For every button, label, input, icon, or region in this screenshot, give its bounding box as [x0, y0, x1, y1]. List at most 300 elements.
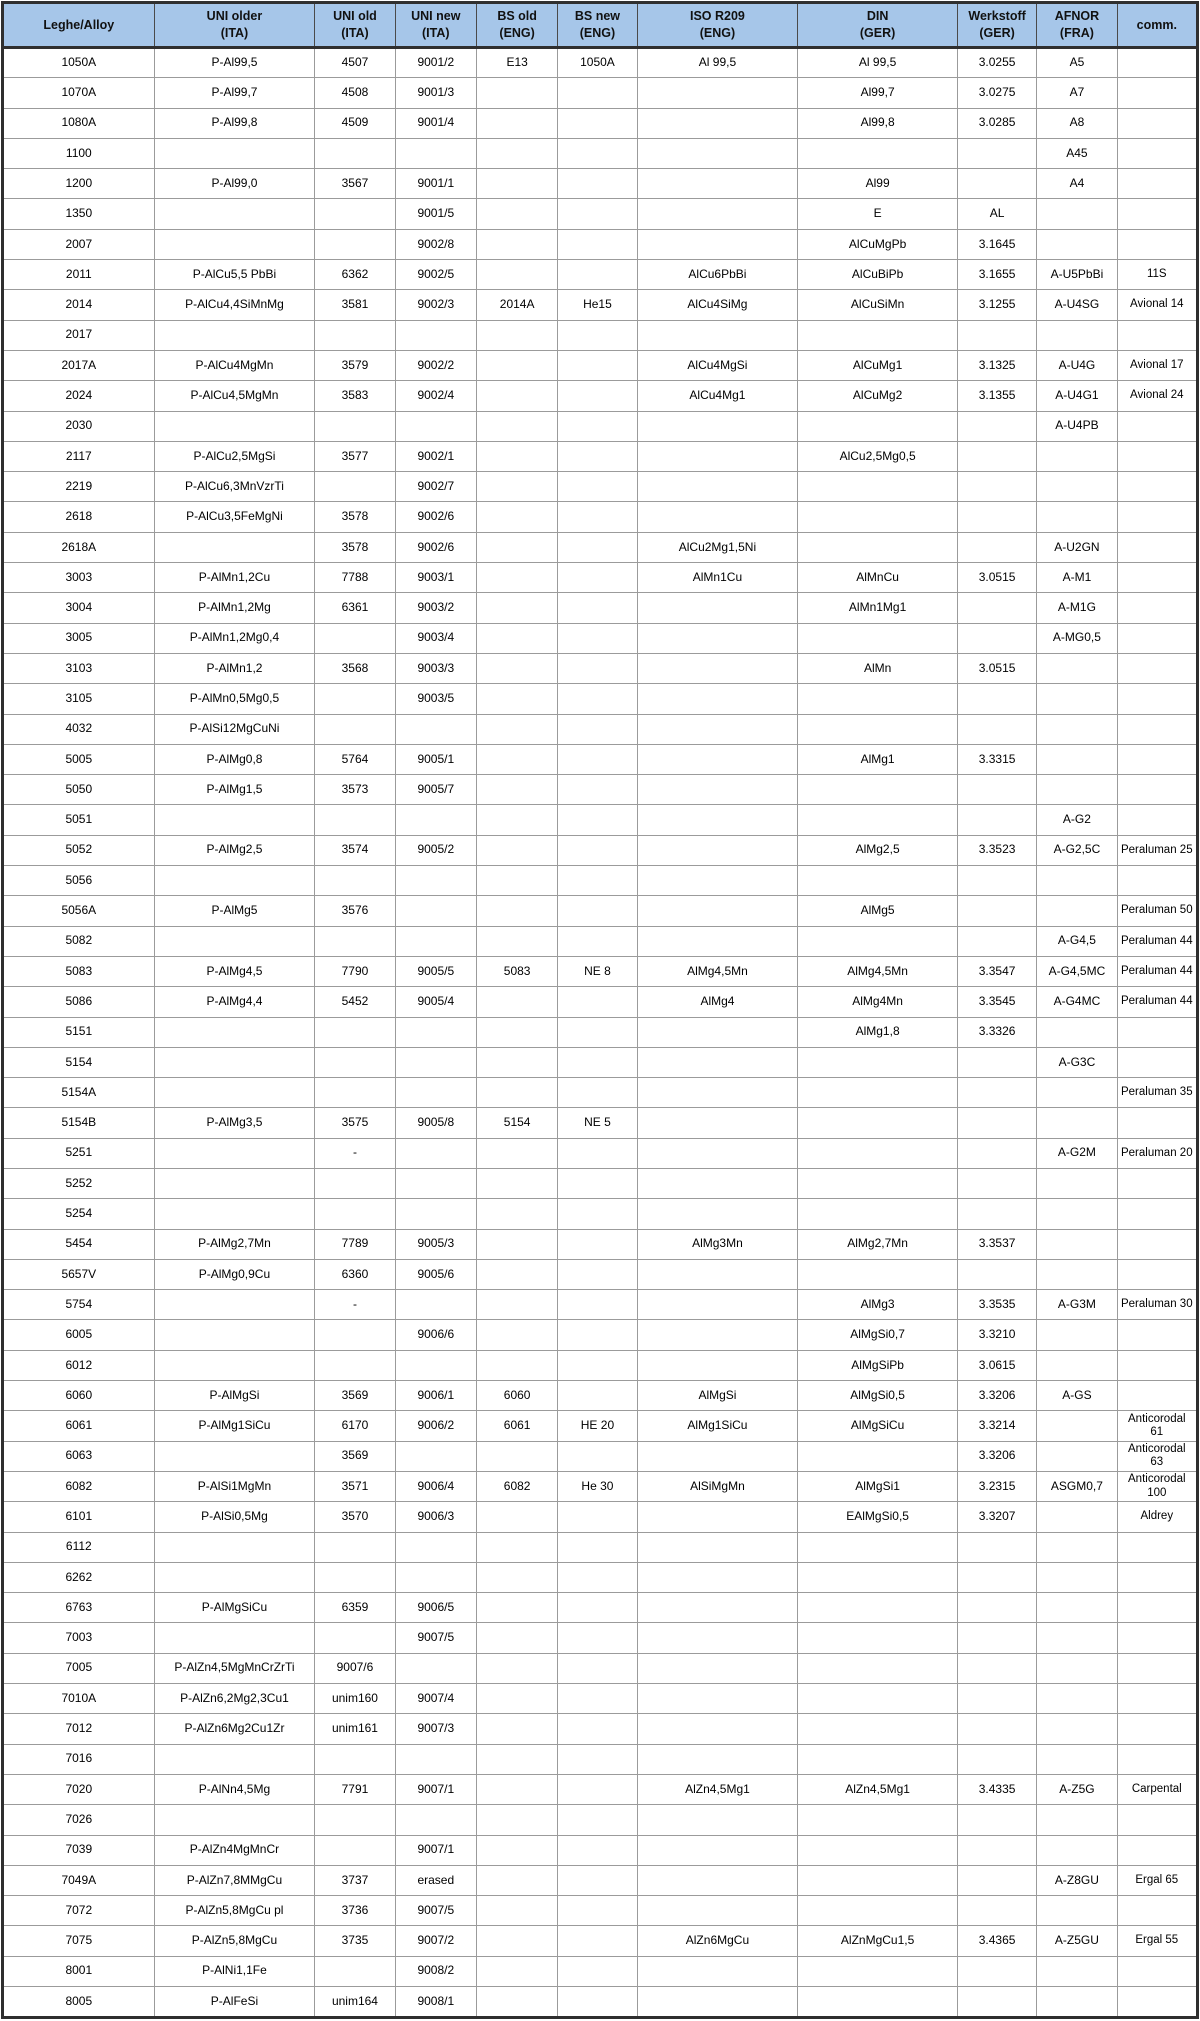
- table-cell: [1117, 1168, 1197, 1198]
- table-cell: [637, 411, 798, 441]
- table-cell: 9005/2: [395, 835, 476, 865]
- table-cell: [558, 1290, 637, 1320]
- table-row-2014: [3, 290, 1198, 320]
- table-cell: [476, 805, 557, 835]
- table-cell: 9008/2: [395, 1956, 476, 1986]
- table-cell: [637, 714, 798, 744]
- table-cell: [154, 1320, 315, 1350]
- table-cell: [1117, 805, 1197, 835]
- table-cell: 2117: [3, 441, 155, 471]
- table-cell: [957, 532, 1036, 562]
- table-cell: [558, 1532, 637, 1562]
- table-cell: P-AlMgSi: [154, 1381, 315, 1411]
- table-cell: [798, 1684, 958, 1714]
- table-cell: [476, 1350, 557, 1380]
- table-cell: 9002/8: [395, 229, 476, 259]
- table-cell: [315, 1199, 395, 1229]
- table-cell: [558, 472, 637, 502]
- table-cell: 4507: [315, 48, 395, 78]
- table-cell: [1037, 1987, 1117, 2018]
- table-cell: [476, 1684, 557, 1714]
- table-cell: [154, 1047, 315, 1077]
- table-cell: [558, 1896, 637, 1926]
- table-cell: [476, 987, 557, 1017]
- table-cell: AlMg1,8: [798, 1017, 958, 1047]
- table-cell: [558, 1835, 637, 1865]
- table-cell: [637, 1653, 798, 1683]
- table-cell: 5657V: [3, 1259, 155, 1289]
- table-cell: [154, 1078, 315, 1108]
- table-cell: [798, 1805, 958, 1835]
- table-cell: [476, 1078, 557, 1108]
- table-cell: [957, 169, 1036, 199]
- table-cell: NE 5: [558, 1108, 637, 1138]
- table-cell: A8: [1037, 108, 1117, 138]
- table-cell: A45: [1037, 138, 1117, 168]
- table-cell: 9001/2: [395, 48, 476, 78]
- column-header-line1: DIN: [866, 9, 889, 24]
- table-row-2117: [3, 441, 1198, 471]
- table-cell: 2618A: [3, 532, 155, 562]
- table-cell: A-U4G1: [1037, 381, 1117, 411]
- table-cell: [558, 775, 637, 805]
- table-cell: 3568: [315, 653, 395, 683]
- table-cell: [637, 866, 798, 896]
- table-cell: AlMn1Cu: [637, 563, 798, 593]
- table-row-5454: [3, 1229, 1198, 1259]
- table-cell: 5154A: [3, 1078, 155, 1108]
- table-row-7026: [3, 1805, 1198, 1835]
- table-cell: Peraluman 25: [1117, 835, 1197, 865]
- table-cell: A-M1: [1037, 563, 1117, 593]
- table-cell: [1117, 623, 1197, 653]
- table-cell: P-AlMg0,9Cu: [154, 1259, 315, 1289]
- table-row-6262: [3, 1562, 1198, 1592]
- table-cell: [476, 1653, 557, 1683]
- table-row-6005: [3, 1320, 1198, 1350]
- column-header-uni-new: [395, 3, 476, 48]
- table-cell: 3569: [315, 1381, 395, 1411]
- table-cell: [476, 138, 557, 168]
- table-row-6101: [3, 1502, 1198, 1532]
- table-cell: 3571: [315, 1471, 395, 1501]
- table-cell: Peraluman 44: [1117, 956, 1197, 986]
- table-cell: AlMg5: [798, 896, 958, 926]
- table-cell: [798, 1744, 958, 1774]
- table-cell: [558, 1562, 637, 1592]
- table-cell: [395, 1017, 476, 1047]
- table-cell: [798, 1259, 958, 1289]
- table-cell: [558, 835, 637, 865]
- table-cell: [1117, 1835, 1197, 1865]
- table-cell: [395, 1805, 476, 1835]
- table-cell: [476, 1714, 557, 1744]
- table-cell: 9003/2: [395, 593, 476, 623]
- table-cell: [1037, 320, 1117, 350]
- table-cell: erased: [395, 1865, 476, 1895]
- table-cell: [476, 381, 557, 411]
- table-cell: [476, 502, 557, 532]
- table-cell: 6005: [3, 1320, 155, 1350]
- table-cell: [395, 926, 476, 956]
- table-cell: [315, 1623, 395, 1653]
- table-row-1080A: [3, 108, 1198, 138]
- table-cell: [1037, 866, 1117, 896]
- table-cell: [154, 320, 315, 350]
- table-cell: [957, 775, 1036, 805]
- table-cell: P-AlCu4MgMn: [154, 350, 315, 380]
- table-row-7072: [3, 1896, 1198, 1926]
- column-header-din: [798, 3, 958, 48]
- table-cell: AlMg1: [798, 744, 958, 774]
- table-cell: [1117, 1229, 1197, 1259]
- table-cell: P-Al99,0: [154, 169, 315, 199]
- table-cell: 5754: [3, 1290, 155, 1320]
- table-cell: [395, 714, 476, 744]
- table-cell: [957, 1623, 1036, 1653]
- column-header-leghe-alloy: [3, 3, 155, 48]
- table-cell: AlMn1Mg1: [798, 593, 958, 623]
- table-cell: [558, 169, 637, 199]
- table-cell: [1037, 1653, 1117, 1683]
- table-cell: [1117, 744, 1197, 774]
- table-cell: 3.3206: [957, 1441, 1036, 1471]
- table-cell: [395, 1441, 476, 1471]
- table-cell: [395, 1138, 476, 1168]
- table-cell: [154, 866, 315, 896]
- table-cell: 1200: [3, 169, 155, 199]
- header-row: [3, 3, 1198, 48]
- table-cell: 9005/4: [395, 987, 476, 1017]
- table-cell: [1117, 472, 1197, 502]
- table-cell: 3.3206: [957, 1381, 1036, 1411]
- table-cell: 7791: [315, 1774, 395, 1804]
- table-cell: NE 8: [558, 956, 637, 986]
- table-cell: [957, 593, 1036, 623]
- table-cell: 6170: [315, 1411, 395, 1441]
- table-cell: 5154: [476, 1108, 557, 1138]
- table-cell: [1037, 1350, 1117, 1380]
- table-cell: [558, 1381, 637, 1411]
- table-cell: 3573: [315, 775, 395, 805]
- table-row-5052: [3, 835, 1198, 865]
- table-cell: [315, 1078, 395, 1108]
- table-cell: [637, 1078, 798, 1108]
- table-cell: [558, 350, 637, 380]
- table-cell: [476, 108, 557, 138]
- table-cell: [1117, 532, 1197, 562]
- table-cell: [1037, 714, 1117, 744]
- table-cell: [395, 1047, 476, 1077]
- table-cell: [798, 926, 958, 956]
- alloy-table-container: [1, 1, 1199, 2019]
- column-header-uni-old: [315, 3, 395, 48]
- table-cell: [1117, 108, 1197, 138]
- table-cell: A7: [1037, 78, 1117, 108]
- table-cell: [957, 684, 1036, 714]
- table-cell: [476, 1138, 557, 1168]
- column-header-line1: comm.: [1136, 17, 1177, 32]
- table-cell: [476, 1047, 557, 1077]
- table-row-5005: [3, 744, 1198, 774]
- table-cell: AlCuMg1: [798, 350, 958, 380]
- table-cell: 3004: [3, 593, 155, 623]
- table-cell: [476, 593, 557, 623]
- table-cell: [395, 1168, 476, 1198]
- table-cell: [957, 1805, 1036, 1835]
- table-cell: [637, 684, 798, 714]
- table-cell: P-AlNn4,5Mg: [154, 1774, 315, 1804]
- table-cell: 6362: [315, 260, 395, 290]
- table-cell: Anticorodal 61: [1117, 1411, 1197, 1441]
- table-cell: 11S: [1117, 260, 1197, 290]
- table-cell: 3.3326: [957, 1017, 1036, 1047]
- table-cell: 3.0615: [957, 1350, 1036, 1380]
- table-cell: [637, 1502, 798, 1532]
- table-cell: [637, 169, 798, 199]
- table-cell: [154, 1532, 315, 1562]
- table-cell: P-AlSi12MgCuNi: [154, 714, 315, 744]
- table-cell: Peraluman 35: [1117, 1078, 1197, 1108]
- table-cell: [637, 1047, 798, 1077]
- table-cell: 5083: [476, 956, 557, 986]
- table-cell: [476, 744, 557, 774]
- table-row-7020: [3, 1774, 1198, 1804]
- table-cell: P-AlZn4MgMnCr: [154, 1835, 315, 1865]
- table-cell: 9006/1: [395, 1381, 476, 1411]
- table-cell: 3567: [315, 169, 395, 199]
- table-cell: [154, 1805, 315, 1835]
- table-cell: [476, 441, 557, 471]
- table-cell: [957, 441, 1036, 471]
- table-cell: [798, 866, 958, 896]
- table-cell: P-AlMn1,2Mg: [154, 593, 315, 623]
- table-cell: [1037, 441, 1117, 471]
- table-cell: [476, 653, 557, 683]
- table-cell: [1037, 1108, 1117, 1138]
- table-cell: 6060: [476, 1381, 557, 1411]
- table-cell: AlMn: [798, 653, 958, 683]
- table-cell: P-AlFeSi: [154, 1987, 315, 2018]
- table-cell: [1037, 896, 1117, 926]
- table-cell: AlMg2,7Mn: [798, 1229, 958, 1259]
- table-cell: A-U2GN: [1037, 532, 1117, 562]
- table-cell: [154, 411, 315, 441]
- table-cell: [1117, 1108, 1197, 1138]
- table-cell: [637, 108, 798, 138]
- table-cell: 9005/5: [395, 956, 476, 986]
- table-cell: 9006/2: [395, 1411, 476, 1441]
- table-cell: [637, 1714, 798, 1744]
- table-cell: 8005: [3, 1987, 155, 2018]
- table-cell: [395, 138, 476, 168]
- table-cell: 6763: [3, 1593, 155, 1623]
- table-cell: [798, 502, 958, 532]
- table-cell: [1117, 502, 1197, 532]
- table-cell: [476, 1290, 557, 1320]
- table-row-7005: [3, 1653, 1198, 1683]
- table-cell: 6360: [315, 1259, 395, 1289]
- table-cell: AlZn6MgCu: [637, 1926, 798, 1956]
- table-cell: A4: [1037, 169, 1117, 199]
- table-cell: A-G4,5: [1037, 926, 1117, 956]
- table-row-5151: [3, 1017, 1198, 1047]
- table-cell: 2030: [3, 411, 155, 441]
- table-cell: AlMnCu: [798, 563, 958, 593]
- table-cell: [637, 1320, 798, 1350]
- table-cell: 5083: [3, 956, 155, 986]
- table-row-2618: [3, 502, 1198, 532]
- table-cell: [558, 1593, 637, 1623]
- table-cell: [395, 1653, 476, 1683]
- table-cell: [1037, 1320, 1117, 1350]
- table-cell: 3.4335: [957, 1774, 1036, 1804]
- table-cell: unim161: [315, 1714, 395, 1744]
- table-cell: 6112: [3, 1532, 155, 1562]
- table-cell: [957, 1714, 1036, 1744]
- table-cell: [558, 1653, 637, 1683]
- table-cell: [476, 1199, 557, 1229]
- table-row-5657V: [3, 1259, 1198, 1289]
- table-cell: [798, 1835, 958, 1865]
- table-cell: HE 20: [558, 1411, 637, 1441]
- table-cell: [558, 1229, 637, 1259]
- table-cell: [315, 1047, 395, 1077]
- table-cell: [395, 1532, 476, 1562]
- table-cell: [558, 987, 637, 1017]
- table-cell: [558, 78, 637, 108]
- table-cell: P-AlMg4,4: [154, 987, 315, 1017]
- table-cell: [154, 1138, 315, 1168]
- column-header-line2: (ITA): [422, 26, 450, 40]
- table-row-4032: [3, 714, 1198, 744]
- column-header-line2: (GER): [859, 26, 896, 40]
- column-header-bs-new: [558, 3, 637, 48]
- table-cell: [476, 260, 557, 290]
- table-cell: P-AlMgSiCu: [154, 1593, 315, 1623]
- table-cell: [957, 1168, 1036, 1198]
- table-cell: 3.3523: [957, 835, 1036, 865]
- table-cell: [476, 1835, 557, 1865]
- table-cell: [154, 1350, 315, 1380]
- table-cell: [957, 1956, 1036, 1986]
- table-cell: [558, 1623, 637, 1653]
- table-cell: [558, 108, 637, 138]
- table-row-6082: [3, 1471, 1198, 1501]
- table-cell: [395, 805, 476, 835]
- table-cell: [1037, 744, 1117, 774]
- table-cell: 3581: [315, 290, 395, 320]
- table-cell: [476, 1896, 557, 1926]
- table-row-6060: [3, 1381, 1198, 1411]
- table-cell: [798, 411, 958, 441]
- column-header-bs-old: [476, 3, 557, 48]
- table-cell: A-GS: [1037, 1381, 1117, 1411]
- table-cell: [476, 684, 557, 714]
- table-cell: [558, 1259, 637, 1289]
- table-cell: Peraluman 44: [1117, 987, 1197, 1017]
- table-cell: [315, 1350, 395, 1380]
- table-cell: [558, 1744, 637, 1774]
- table-cell: 1100: [3, 138, 155, 168]
- table-cell: 9001/5: [395, 199, 476, 229]
- table-cell: Peraluman 44: [1117, 926, 1197, 956]
- table-cell: [1117, 1987, 1197, 2018]
- table-cell: P-AlMg1,5: [154, 775, 315, 805]
- table-cell: [798, 1047, 958, 1077]
- table-cell: [558, 1350, 637, 1380]
- table-cell: [476, 1805, 557, 1835]
- table-cell: 9002/6: [395, 502, 476, 532]
- table-cell: 5154: [3, 1047, 155, 1077]
- table-row-7012: [3, 1714, 1198, 1744]
- table-cell: [395, 1290, 476, 1320]
- table-cell: [558, 1714, 637, 1744]
- table-cell: [637, 1532, 798, 1562]
- table-cell: [558, 1502, 637, 1532]
- table-cell: P-AlZn6,2Mg2,3Cu1: [154, 1684, 315, 1714]
- table-cell: [1117, 653, 1197, 683]
- table-cell: 9006/4: [395, 1471, 476, 1501]
- column-header-line2: (ITA): [220, 26, 249, 40]
- table-cell: Carpental: [1117, 1774, 1197, 1804]
- table-cell: [957, 411, 1036, 441]
- table-cell: [1117, 775, 1197, 805]
- table-cell: [558, 805, 637, 835]
- table-cell: P-AlMg0,8: [154, 744, 315, 774]
- table-cell: 7012: [3, 1714, 155, 1744]
- table-cell: [957, 1865, 1036, 1895]
- table-cell: [558, 926, 637, 956]
- table-cell: 3.0515: [957, 563, 1036, 593]
- table-cell: [315, 1017, 395, 1047]
- table-cell: P-Al99,5: [154, 48, 315, 78]
- table-cell: [315, 411, 395, 441]
- table-cell: [558, 714, 637, 744]
- table-cell: 6262: [3, 1562, 155, 1592]
- table-row-8005: [3, 1987, 1198, 2018]
- table-cell: [395, 1562, 476, 1592]
- table-cell: 6060: [3, 1381, 155, 1411]
- table-cell: [798, 1593, 958, 1623]
- table-cell: [1117, 320, 1197, 350]
- table-cell: AlMg4Mn: [798, 987, 958, 1017]
- table-cell: [315, 714, 395, 744]
- table-cell: [957, 1684, 1036, 1714]
- table-cell: AlSiMgMn: [637, 1471, 798, 1501]
- table-cell: AlCuMgPb: [798, 229, 958, 259]
- table-row-6012: [3, 1350, 1198, 1380]
- table-cell: [315, 1744, 395, 1774]
- table-cell: [315, 1562, 395, 1592]
- table-cell: 6012: [3, 1350, 155, 1380]
- table-cell: 7072: [3, 1896, 155, 1926]
- table-cell: [476, 199, 557, 229]
- table-cell: 3.0275: [957, 78, 1036, 108]
- table-cell: [558, 1441, 637, 1471]
- table-row-5051: [3, 805, 1198, 835]
- table-cell: 9007/1: [395, 1835, 476, 1865]
- table-cell: [154, 1562, 315, 1592]
- table-cell: A-G4MC: [1037, 987, 1117, 1017]
- table-cell: [637, 1108, 798, 1138]
- table-cell: [1037, 1411, 1117, 1441]
- table-row-2024: [3, 381, 1198, 411]
- table-cell: [637, 320, 798, 350]
- table-cell: [1117, 563, 1197, 593]
- table-cell: [637, 1562, 798, 1592]
- table-cell: [957, 1835, 1036, 1865]
